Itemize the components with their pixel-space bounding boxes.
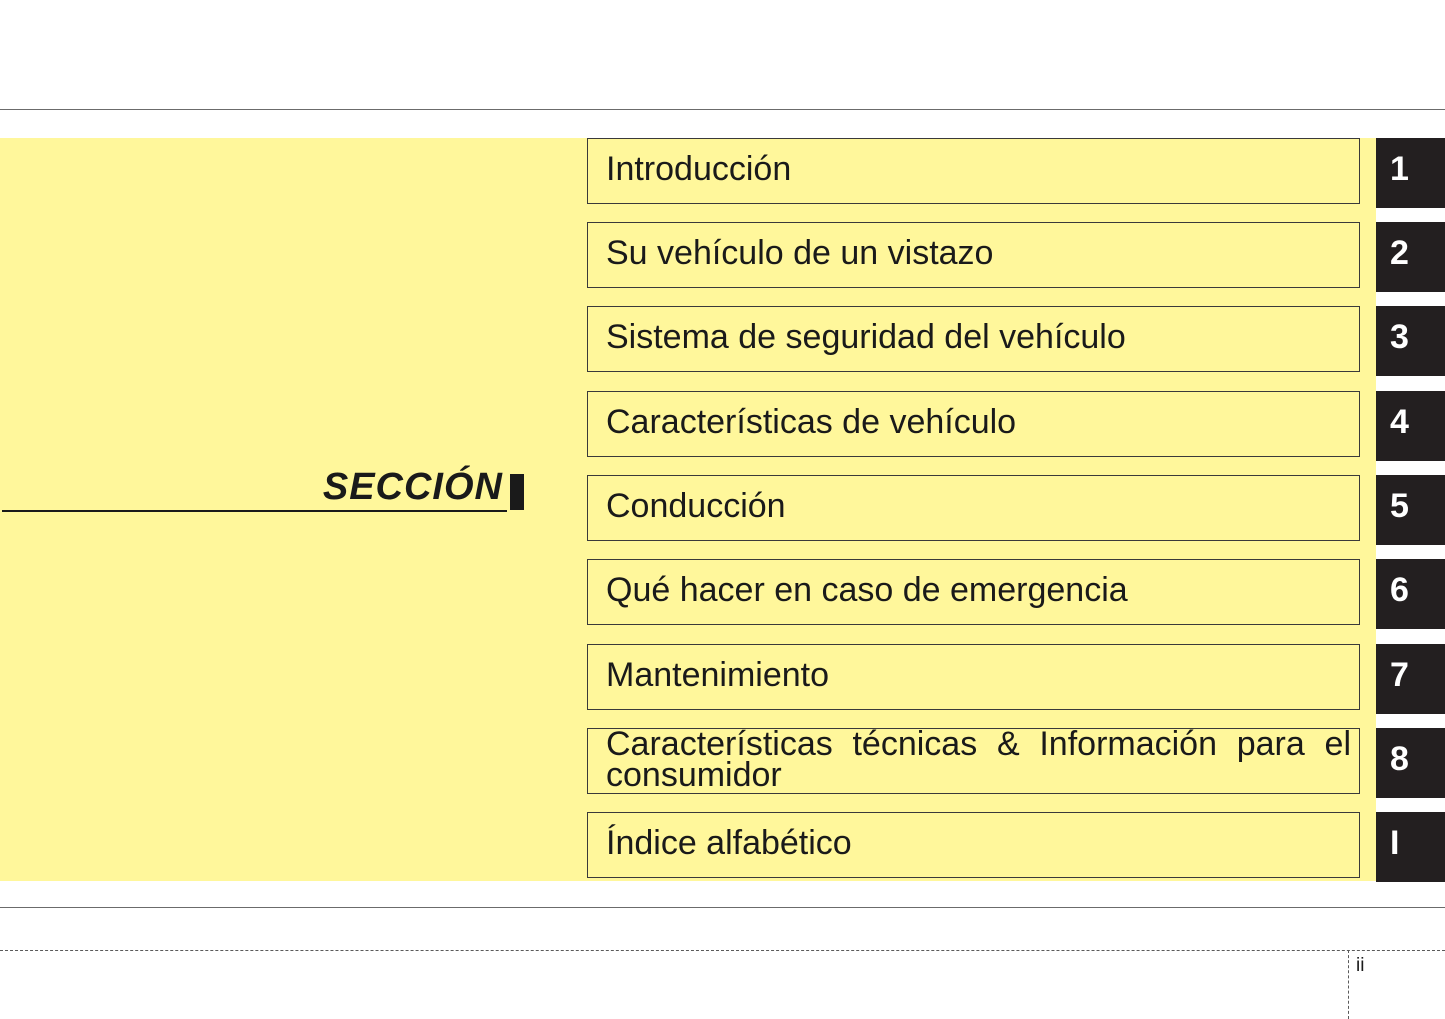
toc-tab[interactable] <box>1376 644 1445 714</box>
toc-tab[interactable] <box>1376 475 1445 545</box>
page-number: ii <box>1356 955 1365 976</box>
toc-item-vehiculo-vistazo[interactable] <box>587 222 1445 290</box>
toc-item-box[interactable] <box>587 475 1360 541</box>
toc-item-label: Introducción <box>606 150 792 188</box>
toc-item-indice[interactable] <box>587 812 1445 880</box>
toc-tab-number: 1 <box>1390 150 1409 188</box>
toc-tab[interactable] <box>1376 812 1445 882</box>
toc-item-label: Características técnicas & Información para el consumidor <box>606 725 1351 794</box>
toc-item-label: Qué hacer en caso de emergencia <box>606 571 1128 609</box>
toc-tab-number: I <box>1390 824 1400 862</box>
toc-item-box[interactable] <box>587 306 1360 372</box>
footer-dashed-divider <box>1348 950 1349 1019</box>
toc-tab-number: 3 <box>1390 318 1409 356</box>
toc-item-box[interactable] <box>587 222 1360 288</box>
toc-item-label: Sistema de seguridad del vehículo <box>606 318 1126 356</box>
toc-tab-number: 5 <box>1390 487 1409 525</box>
section-marker-bar <box>510 474 524 510</box>
toc-item-box[interactable] <box>587 559 1360 625</box>
toc-tab-number: 2 <box>1390 234 1409 272</box>
toc-item-introduccion[interactable] <box>587 138 1445 206</box>
toc-item-label: Características de vehículo <box>606 403 1017 441</box>
toc-tab-number: 4 <box>1390 403 1409 441</box>
toc-item-mantenimiento[interactable] <box>587 644 1445 712</box>
toc-tab[interactable] <box>1376 222 1445 292</box>
toc-item-seguridad[interactable] <box>587 306 1445 374</box>
toc-item-tecnicas[interactable] <box>587 725 1445 796</box>
toc-item-caracteristicas[interactable] <box>587 391 1445 459</box>
toc-item-label: Mantenimiento <box>606 656 830 694</box>
toc-item-label: Su vehículo de un vistazo <box>606 234 994 272</box>
toc-tab[interactable] <box>1376 728 1445 798</box>
top-rule <box>0 109 1445 110</box>
toc-item-box[interactable] <box>587 644 1360 710</box>
toc-tab[interactable] <box>1376 391 1445 461</box>
toc-item-box[interactable] <box>587 391 1360 457</box>
bottom-rule <box>0 907 1445 908</box>
toc-tab-number: 7 <box>1390 656 1409 694</box>
toc-tab[interactable] <box>1376 138 1445 208</box>
toc-item-conduccion[interactable] <box>587 475 1445 543</box>
toc-item-label: Conducción <box>606 487 786 525</box>
toc-item-emergencia[interactable] <box>587 559 1445 627</box>
toc-item-box[interactable] <box>587 725 1360 794</box>
toc-item-label: Índice alfabético <box>606 824 852 862</box>
footer-dashed-rule <box>0 950 1445 951</box>
section-title: SECCIÓN <box>322 466 503 508</box>
section-heading <box>2 462 507 512</box>
toc-tab-number: 6 <box>1390 571 1409 609</box>
toc-tab-number: 8 <box>1390 740 1409 778</box>
toc-tab[interactable] <box>1376 306 1445 376</box>
toc-tab[interactable] <box>1376 559 1445 629</box>
toc-list <box>587 138 1445 881</box>
toc-item-box[interactable] <box>587 138 1360 204</box>
toc-item-box[interactable] <box>587 812 1360 878</box>
